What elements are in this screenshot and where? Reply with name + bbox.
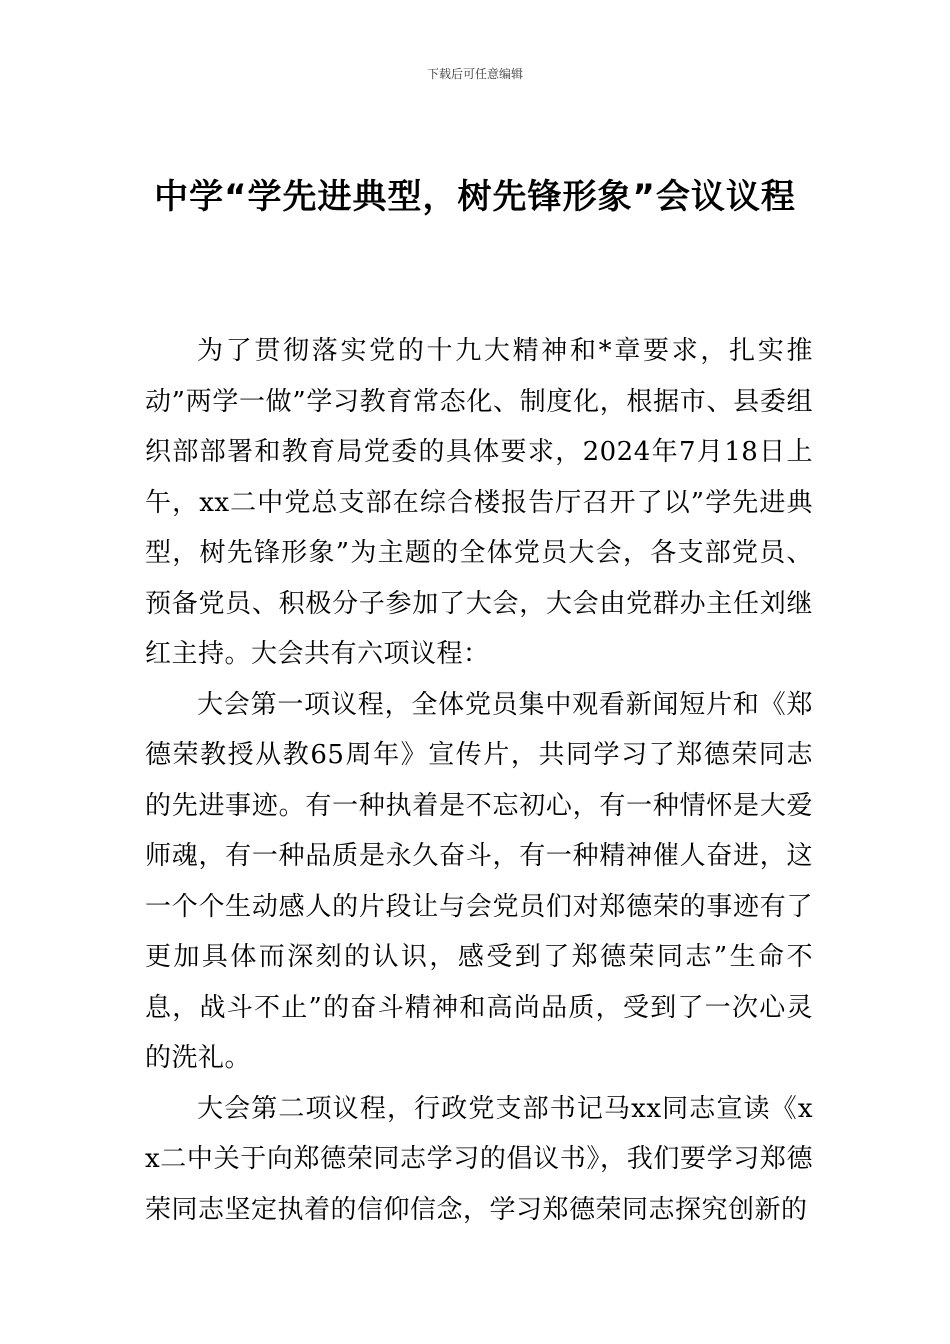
document-title: 中学“学先进典型，树先锋形象”会议议程 — [154, 177, 796, 217]
document-body — [145, 326, 813, 1235]
paragraph-intro: 为了贯彻落实党的十九大精神和*章要求，扎实推动”两学一做”学习教育常态化、制度化，根据市、县委组织部部署和教育局党委的具体要求，2024年7月18日上午，xx二中党总支部在综合楼报告厅召开了以”学先进典型，树先锋形象”为主题的全体党员大会，各支部党员、预备党员、积极分子参加了大会，大会由党群办主任刘继红主持。大会共有六项议程： — [145, 336, 813, 669]
paragraph-agenda-2: 大会第二项议程，行政党支部书记马xx同志宣读《xx二中关于向郑德荣同志学习的倡议书》，我们要学习郑德荣同志坚定执着的信仰信念，学习郑德荣同志探究创新的 — [145, 1093, 813, 1225]
paragraph-agenda-1: 大会第一项议程，全体党员集中观看新闻短片和《郑德荣教授从教65周年》宣传片，共同学习了郑德荣同志的先进事迹。有一种执着是不忘初心，有一种情怀是大爱师魂，有一种品质是永久奋斗，有一种精神催人奋进，这一个个生动感人的片段让与会党员们对郑德荣的事迹有了更加具体而深刻的认识，感受到了郑德荣同志”生命不息，战斗不止”的奋斗精神和高尚品质，受到了一次心灵的洗礼。 — [145, 689, 813, 1073]
header-note: 下载后可任意编辑 — [426, 67, 523, 81]
